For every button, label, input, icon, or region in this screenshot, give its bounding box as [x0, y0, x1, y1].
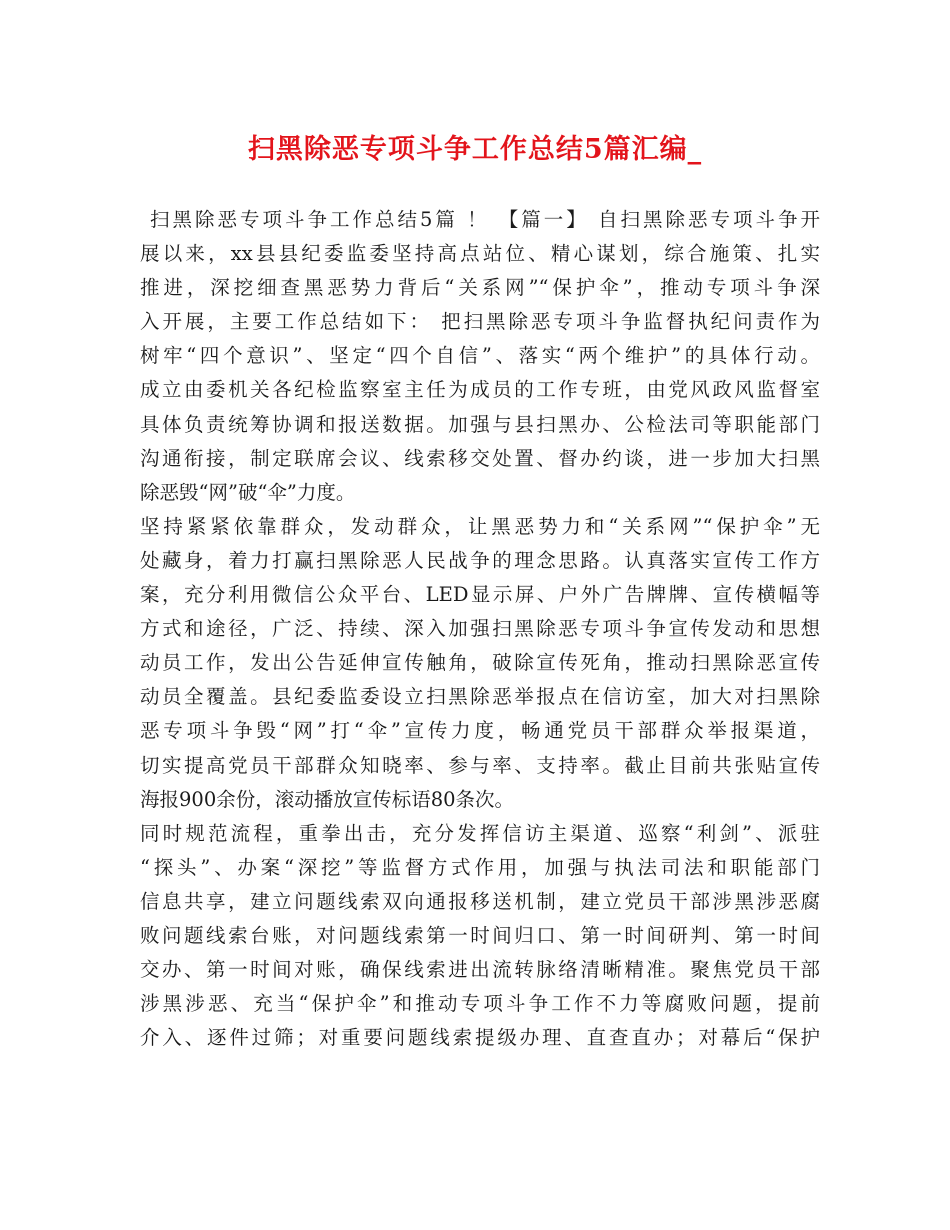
body-line: 介入、逐件过筛；对重要问题线索提级办理、直查直办；对幕后“保护: [140, 1026, 820, 1050]
body-line: 推进，深挖细查黑恶势力背后“关系网”“保护伞”，推动专项斗争深: [140, 276, 820, 300]
body-line: 树牢“四个意识”、坚定“四个自信”、落实“两个维护”的具体行动。: [140, 344, 820, 368]
body-line: 成立由委机关各纪检监察室主任为成员的工作专班，由党风政风监督室: [140, 378, 820, 402]
body-line: 坚持紧紧依靠群众，发动群众，让黑恶势力和“关系网”“保护伞”无: [140, 514, 820, 538]
body-line: 处藏身，着力打赢扫黑除恶人民战争的理念思路。认真落实宣传工作方: [140, 548, 820, 572]
document-title: 扫黑除恶专项斗争工作总结5篇汇编_: [247, 134, 703, 165]
body-line: 方式和途径，广泛、持续、深入加强扫黑除恶专项斗争宣传发动和思想: [140, 617, 820, 641]
body-line: 信息共享，建立问题线索双向通报移送机制，建立党员干部涉黑涉恶腐: [140, 889, 820, 913]
body-line: 除恶毁“网”破“伞”力度。: [140, 480, 356, 504]
body-line: 沟通衔接，制定联席会议、线索移交处置、督办约谈，进一步加大扫黑: [140, 446, 820, 470]
body-line: 具体负责统筹协调和报送数据。加强与县扫黑办、公检法司等职能部门: [140, 412, 820, 436]
body-line: 败问题线索台账，对问题线索第一时间归口、第一时间研判、第一时间: [140, 923, 820, 947]
body-line: 扫黑除恶专项斗争工作总结5篇 ！ 【篇一】 自扫黑除恶专项斗争开: [150, 208, 820, 231]
body-line: 切实提高党员干部群众知晓率、参与率、支持率。截止目前共张贴宣传: [140, 753, 820, 777]
body-line: 展以来，xx县县纪委监委坚持高点站位、精心谋划，综合施策、扎实: [140, 242, 820, 266]
body-line: 恶专项斗争毁“网”打“伞”宣传力度，畅通党员干部群众举报渠道，: [140, 719, 820, 743]
body-line: 同时规范流程，重拳出击，充分发挥信访主渠道、巡察“利剑”、派驻: [140, 821, 820, 845]
body-line: 动员全覆盖。县纪委监委设立扫黑除恶举报点在信访室，加大对扫黑除: [140, 685, 820, 709]
body-line: 海报900余份，滚动播放宣传标语80条次。: [140, 787, 515, 811]
body-line: “探头”、办案“深挖”等监督方式作用，加强与执法司法和职能部门: [140, 855, 820, 879]
body-line: 动员工作，发出公告延伸宣传触角，破除宣传死角，推动扫黑除恶宣传: [140, 651, 820, 675]
body-line: 涉黑涉恶、充当“保护伞”和推动专项斗争工作不力等腐败问题，提前: [140, 992, 820, 1016]
document-body: [140, 203, 820, 1055]
body-line: 案，充分利用微信公众平台、LED显示屏、户外广告牌牌、宣传横幅等: [140, 583, 820, 607]
body-line: 入开展，主要工作总结如下： 把扫黑除恶专项斗争监督执纪问责作为: [140, 310, 820, 334]
body-line: 交办、第一时间对账，确保线索进出流转脉络清晰精准。聚焦党员干部: [140, 958, 820, 982]
